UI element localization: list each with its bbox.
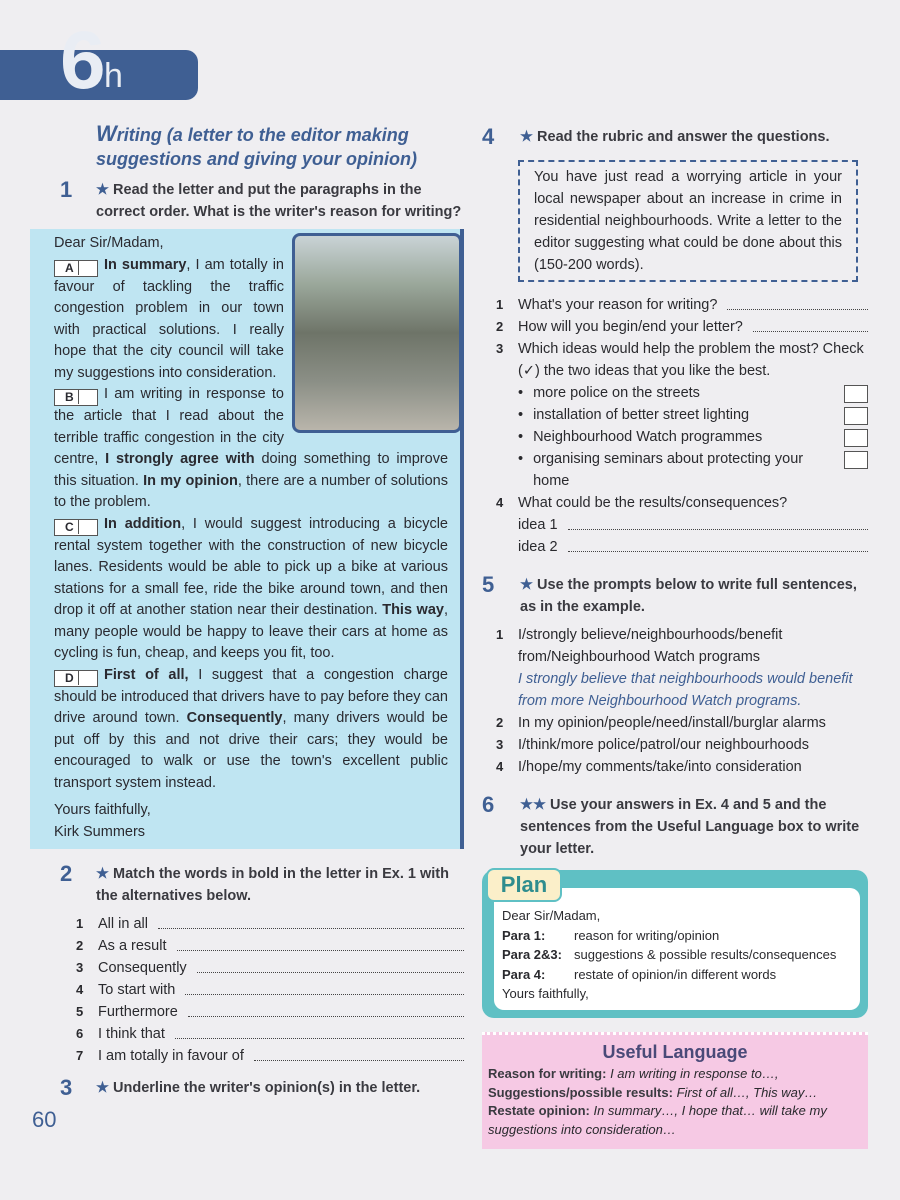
useful-language-rows: [488, 1065, 862, 1139]
list-item: [76, 957, 464, 979]
plan-rows: [502, 926, 852, 985]
ex2-text: Match the words in bold in the letter in Ex. 1 with the alternatives below.: [96, 866, 449, 904]
ex6-number: 6: [482, 792, 495, 817]
checkbox[interactable]: [844, 429, 868, 447]
title-initial: W: [96, 121, 117, 146]
paragraph-label: A: [65, 261, 79, 275]
list-item: [76, 935, 464, 957]
ex2-number: 2: [60, 861, 73, 886]
ex1-number: 1: [60, 177, 73, 202]
ex3-instruction: [96, 1077, 464, 1099]
letter-box: [30, 229, 464, 849]
item-text: I think that: [98, 1026, 165, 1042]
answer-blank[interactable]: [727, 294, 868, 310]
star-icon: ★★: [520, 797, 546, 813]
question-2: How will you begin/end your letter?: [518, 319, 743, 335]
ex1-heading: [30, 179, 464, 223]
plan-key: Para 1:: [502, 927, 546, 943]
answer-blank[interactable]: [254, 1045, 464, 1061]
star-icon: ★: [96, 182, 109, 198]
item-text: Consequently: [98, 960, 187, 976]
paragraph-text: doing something to improve this situation.: [54, 451, 449, 489]
ex4-text: Read the rubric and answer the questions.: [537, 129, 830, 145]
useful-phrase: I am writing in response to…,: [610, 1066, 779, 1081]
list-item: [496, 624, 868, 712]
paragraph-text: I am writing in response to the article that I read about the terrible traffic congestion in the city centre,: [54, 386, 284, 467]
item-number: 4: [496, 759, 504, 774]
bold-phrase: I strongly agree with: [105, 451, 255, 467]
ex5-number: 5: [482, 572, 495, 597]
example-answer: I strongly believe that neighbourhoods would benefit from more Neighbourhood Watch programs.: [518, 671, 853, 709]
answer-blank[interactable]: [568, 514, 868, 530]
item-number: 2: [496, 715, 504, 730]
item-content: [518, 712, 826, 734]
idea-item: [518, 382, 868, 404]
item-number: 3: [76, 960, 84, 975]
answer-blank[interactable]: [753, 316, 868, 332]
star-icon: ★: [96, 1080, 109, 1096]
answer-blank[interactable]: [188, 1001, 464, 1017]
idea-text: installation of better street lighting: [533, 407, 750, 423]
list-item: [76, 1045, 464, 1067]
useful-key: Suggestions/possible results:: [488, 1084, 673, 1100]
useful-phrase: In summary…, I hope that… will take my suggestions into consideration…: [488, 1103, 827, 1137]
question-4: What could be the results/consequences?: [518, 495, 788, 511]
paragraph-text: , many drivers would be put off by this and not drive their cars; they would be encouraged to walk or use the town's excellent public transport system instead.: [54, 710, 448, 791]
paragraph-order-box[interactable]: [54, 670, 98, 687]
ex3-number: 3: [60, 1075, 73, 1100]
paragraph-label: D: [65, 671, 79, 685]
paragraph-text: , I am totally in favour of tackling the traffic congestion problem in our town with practical solutions. I really hope that the city council will take my suggestions into consideration.: [54, 256, 284, 381]
useful-phrase: First of all…, This way…: [676, 1084, 818, 1100]
idea-2-label: idea 2: [518, 539, 558, 555]
bullet-icon: •: [518, 429, 524, 445]
ex4-heading: [482, 126, 868, 148]
item-number: 2: [76, 938, 84, 953]
list-item: [76, 913, 464, 935]
item-text: All in all: [98, 916, 148, 932]
paragraph-label: C: [65, 520, 79, 534]
ex3-heading: [30, 1077, 464, 1099]
letter-signature: Kirk Summers: [54, 823, 146, 840]
prompt-text: I/hope/my comments/take/into consideration: [518, 759, 802, 775]
answer-blank[interactable]: [177, 935, 465, 951]
bullet-icon: •: [518, 451, 524, 467]
answer-blank[interactable]: [568, 536, 868, 552]
bicycle-rental-photo: [292, 233, 462, 433]
useful-row: [488, 1084, 862, 1103]
item-number: 4: [76, 982, 84, 997]
ex6-heading: [482, 794, 868, 860]
section-title: [30, 122, 464, 171]
ex1-text: Read the letter and put the paragraphs in the correct order. What is the writer's reason for writing?: [96, 182, 462, 220]
answer-blank[interactable]: [158, 913, 464, 929]
idea-text: Neighbourhood Watch programmes: [533, 429, 763, 445]
item-text: As a result: [98, 938, 167, 954]
ex3-text: Underline the writer's opinion(s) in the letter.: [113, 1080, 421, 1096]
letter-paragraph: [54, 665, 448, 795]
item-text: Furthermore: [98, 1004, 178, 1020]
ex6-instruction: [520, 794, 868, 860]
prompt-text: In my opinion/people/need/install/burglar alarms: [518, 715, 826, 731]
idea-item: [518, 404, 868, 426]
list-item: [76, 979, 464, 1001]
plan-row: [502, 965, 852, 985]
question-1: What's your reason for writing?: [518, 297, 718, 313]
plan-row: [502, 926, 852, 946]
item-number: 7: [76, 1048, 84, 1063]
paragraph-order-box[interactable]: [54, 389, 98, 406]
ex2-instruction: [96, 863, 464, 907]
bold-phrase: First of all,: [104, 666, 189, 683]
star-icon: ★: [520, 577, 533, 593]
prompt-text: I/think/more police/patrol/our neighbourhoods: [518, 737, 809, 753]
right-column: [482, 126, 868, 1149]
item-text: I am totally in favour of: [98, 1048, 244, 1064]
idea-text: organising seminars about protecting your home: [533, 451, 804, 489]
plan-box: [482, 870, 868, 1018]
ex4-instruction: [520, 126, 868, 148]
plan-label: Plan: [486, 868, 562, 902]
useful-row: [488, 1102, 862, 1139]
paragraph-text: , many people would be happy to leave their cars at home as cycling is fun, cheap, and keeps you fit, too.: [54, 602, 448, 661]
bold-phrase: In addition: [104, 515, 182, 532]
ex4-number: 4: [482, 124, 495, 149]
item-number: 3: [496, 737, 504, 752]
letter-closing: Yours faithfully,: [54, 802, 151, 818]
plan-key: Para 4:: [502, 966, 546, 982]
paragraph-text: , there are a number of solutions to the problem.: [54, 472, 448, 510]
item-content: [518, 734, 809, 756]
plan-key: Para 2&3:: [502, 947, 562, 962]
list-item: [496, 734, 868, 756]
ex4-questions: 1 What's your reason for writing? 2 How will you begin/end your letter? 3 Which ideas would help the problem the most? Check (✓) the two ideas that you like the best. • more police on the streets • installation of better street lighting • Neighbourhood Watch programmes • organising seminars about protecting your home 4 What could be the results/consequences? idea 1 idea 2: [482, 294, 868, 558]
bullet-icon: •: [518, 407, 524, 423]
item-number: 6: [76, 1026, 84, 1041]
rubric-box: You have just read a worrying article in your local newspaper about an increase in crime in residential neighbourhoods. Write a letter to the editor suggesting what could be done about this (150-200 words).: [518, 160, 858, 282]
idea-text: more police on the streets: [533, 385, 700, 401]
ex1-instruction: [96, 179, 464, 223]
item-number: 1: [496, 627, 504, 642]
question-3: Which ideas would help the problem the most? Check (✓) the two ideas that you like the best.: [518, 341, 864, 379]
ex5-list: [482, 624, 868, 778]
item-number: 1: [76, 916, 84, 931]
paragraph-order-box[interactable]: [54, 519, 98, 536]
item-text: To start with: [98, 982, 176, 998]
useful-row: [488, 1065, 862, 1084]
checkbox[interactable]: [844, 385, 868, 403]
idea-item: [518, 426, 868, 448]
ex6-text: Use your answers in Ex. 4 and 5 and the sentences from the Useful Language box to write your letter.: [520, 797, 860, 857]
answer-blank[interactable]: [175, 1023, 464, 1039]
idea-item: [518, 448, 868, 492]
title-text: riting (a letter to the editor making suggestions and giving your opinion): [96, 125, 417, 169]
ex2-list: [30, 913, 464, 1067]
page-number: 60: [32, 1107, 57, 1132]
letter-paragraph: [54, 514, 448, 665]
left-column: [30, 122, 464, 1133]
checkbox[interactable]: [844, 407, 868, 425]
prompt-text: I/strongly believe/neighbourhoods/benefit from/Neighbourhood Watch programs: [518, 627, 783, 665]
useful-key: Reason for writing:: [488, 1066, 607, 1081]
star-icon: ★: [520, 129, 533, 145]
unit-number: 6: [60, 15, 106, 106]
letter-greeting: Dear Sir/Madam,: [54, 235, 164, 251]
useful-language-box: [482, 1032, 868, 1150]
list-item: [76, 1001, 464, 1023]
ex5-instruction: [520, 574, 868, 618]
checkbox[interactable]: [844, 451, 868, 469]
plan-greeting: Dear Sir/Madam,: [502, 908, 601, 923]
item-content: [518, 624, 868, 712]
ideas-list: [496, 382, 868, 492]
answer-blank[interactable]: [197, 957, 464, 973]
bold-phrase: Consequently: [186, 710, 283, 726]
plan-value: suggestions & possible results/consequences: [574, 947, 837, 962]
ex5-heading: [482, 574, 868, 618]
paragraph-order-box[interactable]: [54, 260, 98, 277]
answer-blank[interactable]: [185, 979, 464, 995]
bullet-icon: •: [518, 385, 524, 401]
ex5-text: Use the prompts below to write full sentences, as in the example.: [520, 577, 857, 615]
plan-row: [502, 945, 852, 965]
list-item: [496, 712, 868, 734]
item-content: [518, 756, 802, 778]
list-item: [76, 1023, 464, 1045]
idea-1-label: idea 1: [518, 517, 558, 533]
bold-phrase: In my opinion: [143, 472, 238, 489]
list-item: [496, 756, 868, 778]
useful-key: Restate opinion:: [488, 1103, 590, 1118]
item-number: 5: [76, 1004, 84, 1019]
plan-content: [494, 888, 860, 1010]
paragraph-text: I suggest that a congestion charge should be introduced that drivers have to pay before they can drive around town.: [54, 666, 448, 726]
useful-language-title: Useful Language: [602, 1041, 748, 1062]
ex2-heading: [30, 863, 464, 907]
plan-closing: Yours faithfully,: [502, 986, 589, 1001]
plan-value: reason for writing/opinion: [574, 927, 720, 943]
bold-phrase: In summary: [104, 256, 187, 273]
paragraph-text: , I would suggest introducing a bicycle rental system together with the construction of new bicycle lanes. Residents would be able to pick up a bike at various stations for a small fee, ride the bike around town, and then drop it off at another station near their destination.: [54, 515, 448, 618]
unit-letter: h: [104, 57, 123, 95]
bold-phrase: This way: [382, 602, 444, 618]
plan-value: restate of opinion/in different words: [574, 966, 777, 982]
paragraph-label: B: [65, 390, 79, 404]
star-icon: ★: [96, 866, 109, 882]
